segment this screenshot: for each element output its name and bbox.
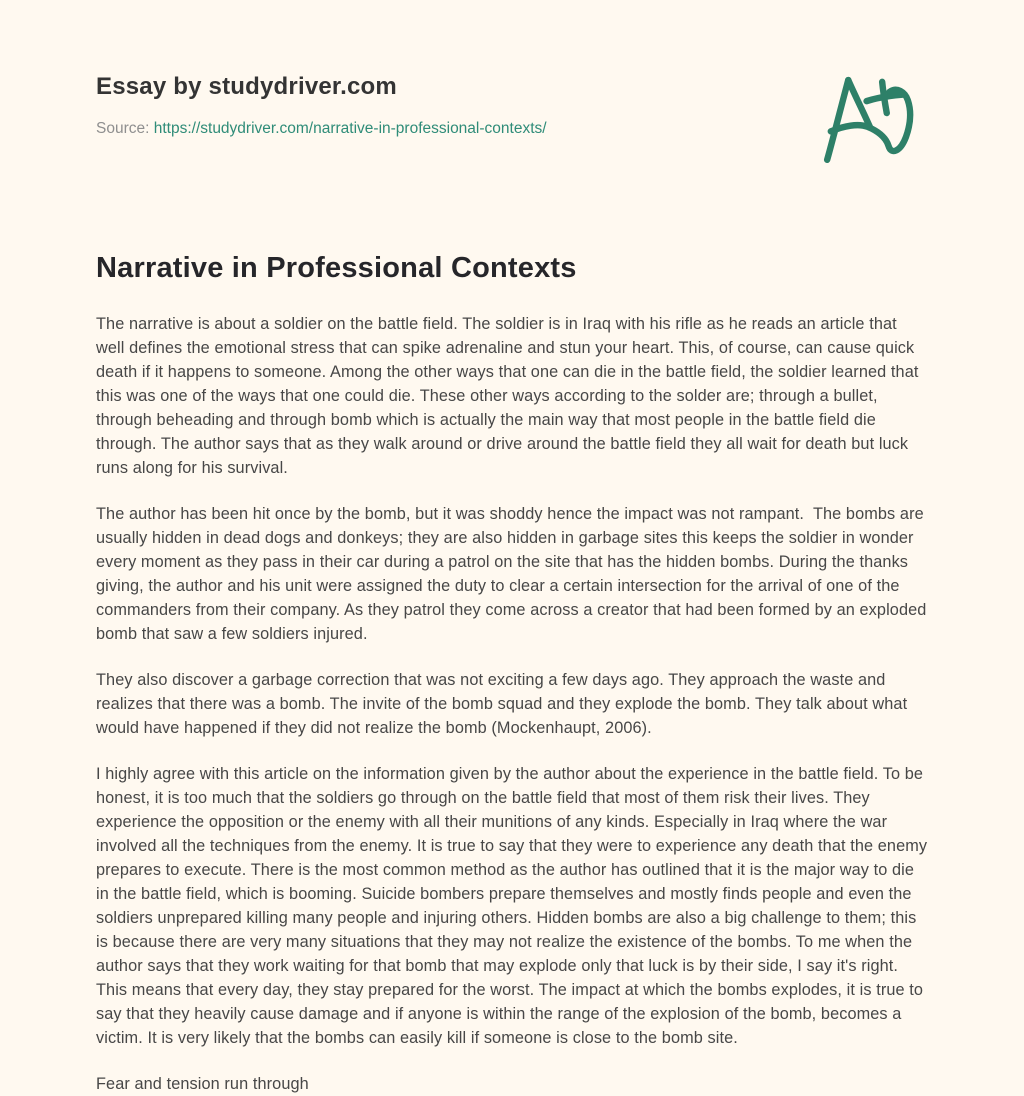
essay-paragraph-2: The author has been hit once by the bomb, but it was shoddy hence the impact was not rampant. The bombs are usually hidden in dead dogs and donkeys; they are also hidden in garbage sites this keeps the soldier in wonder every moment as they pass in their car during a patrol on the site that has the hidden bombs. During the thanks giving, the author and his unit were assigned the duty to clear a certain intersection for the arrival of one of the commanders from their company. As they patrol they come across a creator that had been formed by an exploded bomb that saw a few soldiers injured. <box>96 505 932 643</box>
page-header <box>96 0 928 138</box>
source-link[interactable]: https://studydriver.com/narrative-in-professional-contexts/ <box>153 120 547 137</box>
essay-body <box>96 312 932 1096</box>
source-label: Source: <box>96 120 150 137</box>
essay-paragraph-5: Fear and tension run through <box>96 1075 309 1093</box>
studydriver-logo <box>818 70 928 168</box>
a-plus-logo-icon <box>818 70 928 168</box>
essay-paragraph-3: They also discover a garbage correction that was not exciting a few days ago. They approach the waste and realizes that there was a bomb. The invite of the bomb squad and they explode the bomb. They talk about what would have happened if they did not realize the bomb (Mockenhaupt, 2006). <box>96 671 912 737</box>
essay-paragraph-4: I highly agree with this article on the information given by the author about the experience in the battle field. To be honest, it is too much that the soldiers go through on the battle field that most of them risk their lives. They experience the opposition or the enemy with all their munitions of any kinds. Especially in Iraq where the war involved all the techniques from the enemy. It is true to say that they were to experience any death that the enemy prepares to execute. There is the most common method as the author has outlined that it is the major way to die in the battle field, which is booming. Suicide bombers prepare themselves and mostly finds people and even the soldiers unprepared killing many people and injuring others. Hidden bombs are also a big challenge to them; this is because there are very many situations that they may not realize the existence of the bombs. To me when the author says that they work waiting for that bomb that may explode only that luck is by their side, I say it's right. This means that every day, they stay prepared for the worst. The impact at which the bombs explodes, it is true to say that they heavily cause damage and if anyone is within the range of the explosion of the bomb, becomes a victim. It is very likely that the bombs can easily kill if someone is close to the bomb site. <box>96 765 932 1047</box>
source-line <box>96 119 928 138</box>
site-heading: Essay by studydriver.com <box>96 73 397 100</box>
essay-content <box>96 250 932 1096</box>
essay-title: Narrative in Professional Contexts <box>96 252 577 284</box>
essay-paragraph-1: The narrative is about a soldier on the battle field. The soldier is in Iraq with his rifle as he reads an article that well defines the emotional stress that can spike adrenaline and stun your heart. This, of course, can cause quick death if it happens to someone. Among the other ways that one can die in the battle field, the soldier learned that this was one of the ways that one could die. These other ways according to the solder are; through a bullet, through beheading and through bomb which is actually the main way that most people in the battle field die through. The author says that as they walk around or drive around the battle field they all wait for death but luck runs along for his survival. <box>96 315 924 477</box>
